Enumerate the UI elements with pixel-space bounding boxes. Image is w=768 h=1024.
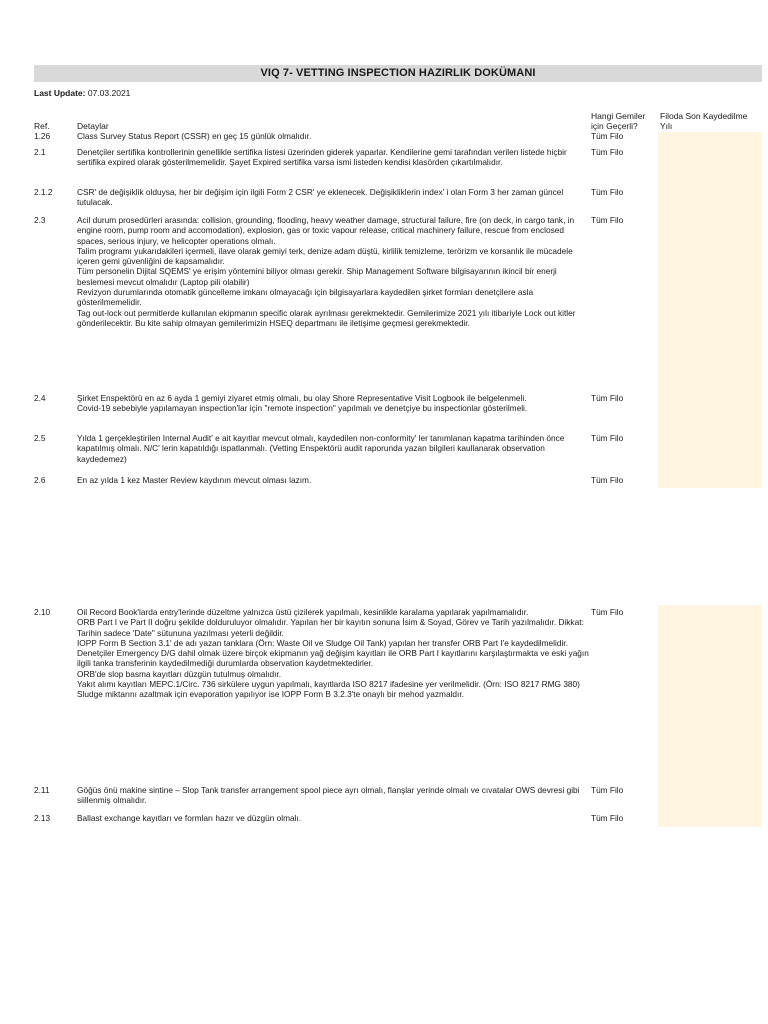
- detail-line: Talim programı yukarıdakileri içermeli, ilave olarak gemiyi terk, denize adam düştü, kirlilik temizleme, terörizm ve korsanlık ile mücadele içeren gemi güvenliğini de kapsamalıdır.: [77, 245, 573, 267]
- header-details: Detaylar: [77, 121, 109, 131]
- row-ref: 2.1: [34, 147, 46, 157]
- row-ref: 2.6: [34, 475, 46, 485]
- row-ships: Tüm Filo: [591, 147, 624, 157]
- row-details: [77, 607, 589, 700]
- row-details: [77, 131, 589, 141]
- row-ref: 2.3: [34, 215, 46, 225]
- last-update-label: Last Update:: [34, 88, 86, 98]
- detail-line: Tüm personelin Dijital SQEMS' ye erişim yöntemini biliyor olması gerekir. Ship Management Software bilgisayarının ikincil bir enerji beslemesi mevcut olmalıdır (Laptop pili olabilir): [77, 266, 557, 287]
- row-ref: 2.1.2: [34, 187, 53, 197]
- row-ships: Tüm Filo: [591, 131, 624, 141]
- header-last-recorded: Filoda Son Kaydedilme Yılı: [660, 111, 748, 131]
- row-ships: Tüm Filo: [591, 785, 624, 795]
- row-ref: 2.13: [34, 813, 51, 823]
- detail-line: Yılda 1 gerçekleştirilen Internal Audit' e ait kayıtlar mevcut olmalı, kaydedilen non-conformity' ler tanımlanan kapatma tarihinden önce kapatılmış olmalı. N/C' lerin kapatıldığı ispatlanmalı. (Vetting Enspektörü audit raporunda yazan bilgileri kaullanarak observation kaydedemez): [77, 433, 565, 464]
- row-ships: Tüm Filo: [591, 475, 624, 485]
- row-details: [77, 187, 589, 208]
- detail-line: IOPP Form B Section 3.1' de adı yazan tanklara (Örn: Waste Oil ve Sludge Oil Tank) yapılan her transfer ORB Part I'e kaydedilmelidir.: [77, 637, 568, 648]
- row-ships: Tüm Filo: [591, 607, 624, 617]
- row-ships: Tüm Filo: [591, 187, 624, 197]
- detail-line: Oil Record Book'larda entry'lerinde düzeltme yalnızca üstü çizilerek yapılmalı, kesinlikle karalama yapılarak yapılmamalıdır.: [77, 607, 529, 617]
- detail-line: Tag out-lock out permitlerde kullanılan ekipmanın specific olarak ayrılması gerekmektedir. Gemilerimize 2021 yılı itibariyle Lock out kitler gönderilecektir. Bu kite sahip olmayan gemilerimizin HSEQ departmanı ile iletişime geçmesi gerekmektedir.: [77, 307, 576, 328]
- last-update-value: 07.03.2021: [87, 88, 131, 98]
- row-details: [77, 433, 589, 464]
- row-ref: 2.11: [34, 785, 50, 795]
- row-ref: 2.4: [34, 393, 46, 403]
- detail-line: Ballast exchange kayıtları ve formları hazır ve düzgün olmalı.: [77, 813, 302, 823]
- row-ships: Tüm Filo: [591, 813, 624, 823]
- row-details: [77, 393, 589, 414]
- row-ships: Tüm Filo: [591, 433, 624, 443]
- detail-line: Class Survey Status Report (CSSR) en geç 15 günlük olmalıdır.: [77, 131, 312, 141]
- detail-line: Göğüs önü makine sintine – Slop Tank transfer arrangement spool piece ayrı olmalı, flanşlar yerinde olmalı ve cıvatalar OWS devresi gibi siillenmiş olmalıdır.: [77, 785, 580, 806]
- row-details: [77, 813, 589, 823]
- detail-line: CSR' de değişiklik olduysa, her bir değişim için ilgili Form 2 CSR' ye eklenecek. Değişikliklerin index' i olan Form 3 her zaman güncel tutulacak.: [77, 187, 564, 208]
- row-ref: 2.5: [34, 433, 46, 443]
- detail-line: Denetçiler sertifika kontrollerinin genellikle sertifika listesi üzerinden giderek yaparlar. Kendilerine gemi tarafından verilen listede hiçbir sertifika expired olarak gösterilmemelidir. Şayet Expired sertifika varsa ismi listeden kendisi klasörden çıkartılmalıdır.: [77, 147, 567, 168]
- detail-line: Revizyon durumlarında otomatik güncelleme imkanı olmayacağı için bilgisayarlara kaydedilen şirket formları denetçilere asla gösterilmemelidir.: [77, 287, 534, 308]
- document-title: VIQ 7- VETTING INSPECTION HAZIRLIK DOKÜMANI: [34, 65, 762, 82]
- row-details: [77, 215, 589, 328]
- row-ref: 2.10: [34, 607, 51, 617]
- detail-line: ORB'de slop basma kayıtları düzgün tutulmuş olmalıdır.: [77, 668, 282, 679]
- row-details: [77, 785, 589, 806]
- detail-line: Denetçiler Emergency D/G dahil olmak üzere birçok ekipmanın yağ değişim kayıtları ile ORB Part I kayıtlarını karşılaştırmakta ve eski yağın ilgili tanka transferinin kaydedilmediği durumlarda observation kaydetmektedirler.: [77, 648, 589, 669]
- header-ref: Ref.: [34, 121, 50, 131]
- last-recorded-cells-2: [658, 605, 762, 827]
- row-ref: 1.26: [34, 131, 51, 141]
- row-ships: Tüm Filo: [591, 215, 624, 225]
- detail-line: En az yılda 1 kez Master Review kaydının mevcut olması lazım.: [77, 475, 312, 485]
- detail-line: Acil durum prosedürleri arasında: collision, grounding, flooding, heavy weather damage, structural failure, fire (on deck, in cargo tank, in engine room, pump room and accomodation), explosion, gas or toxic vapour release, critical machinery failure, rescue from enclosed spaces, serious injury, ve helicopter operations olmalı.: [77, 215, 575, 246]
- row-details: [77, 147, 589, 168]
- detail-line: Sludge miktarını azaltmak için evaporation yapılıyor ise IOPP Form B 3.2.3'te onaylı bir mehod yazmaldır.: [77, 689, 464, 700]
- detail-line: Covid-19 sebebiyle yapılamayan inspection'lar için "remote inspection" yapılmalı ve denetçiye bu inspectionlar gösterilmeli.: [77, 403, 528, 414]
- row-ships: Tüm Filo: [591, 393, 624, 403]
- row-details: [77, 475, 589, 485]
- detail-line: ORB Part I ve Part II doğru şekilde dolduruluyor olmalıdır. Yapılan her bir kayıtın sonuna İsim & Soyad, Görev ve Tarih yazılmalıdır. Dikkat: Tarihin sadece 'Date" sütununa yazılması yeterli değildir.: [77, 617, 584, 638]
- header-ships: Hangi Gemiler için Geçerli?: [591, 111, 646, 131]
- detail-line: Şirket Enspektörü en az 6 ayda 1 gemiyi ziyaret etmiş olmalı, bu olay Shore Representative Visit Logbook ile belgelenmeli.: [77, 393, 527, 403]
- detail-line: Yakıt alımı kayıtları MEPC.1/Circ. 736 sirkülere uygun yapılmalı, kayıtlarda ISO 8217 ifadesine yer verilmelidir. (Örn: ISO 8217 RMG 380): [77, 679, 580, 690]
- last-update: [34, 88, 130, 98]
- last-recorded-cells-1: [658, 132, 762, 488]
